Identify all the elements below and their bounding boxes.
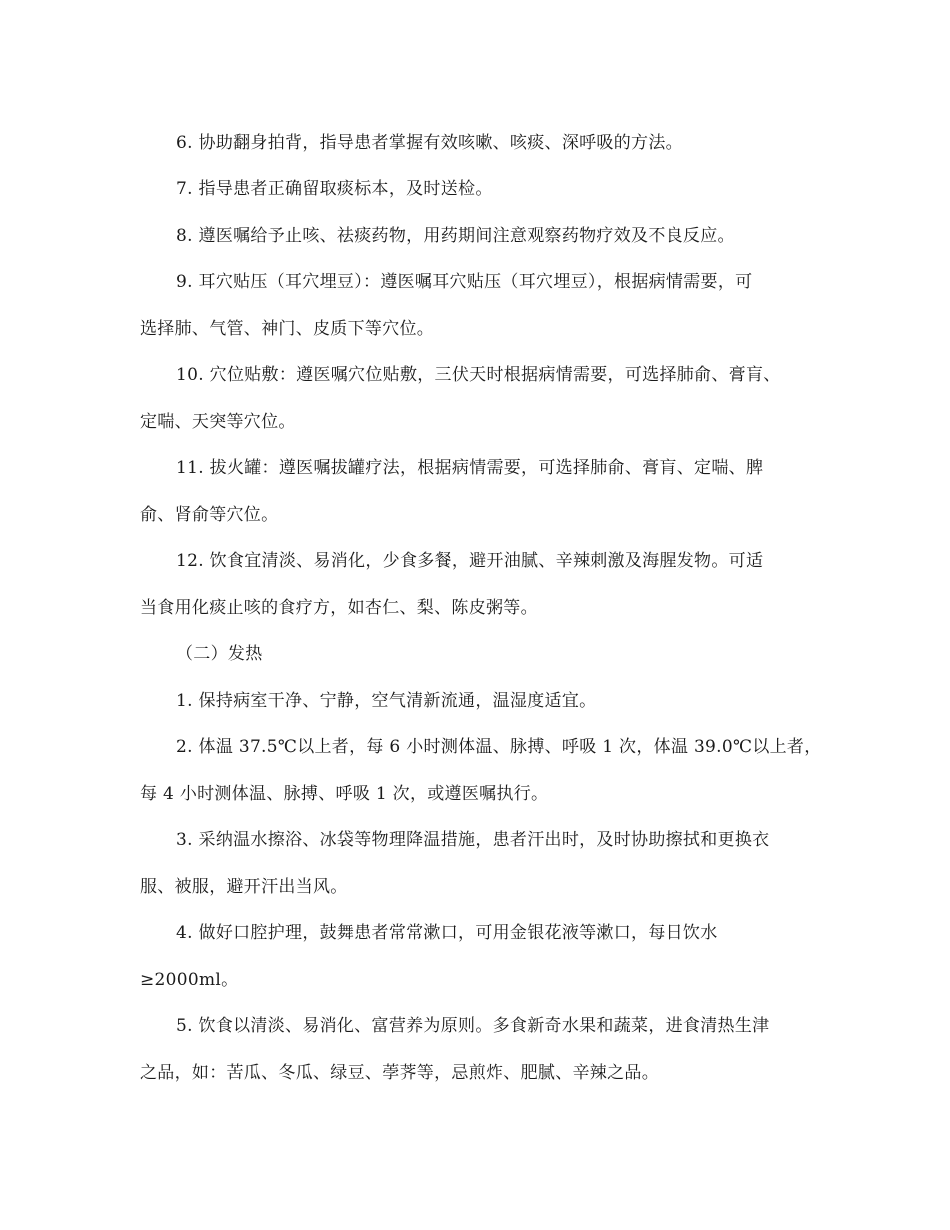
text-line: 3. 采纳温水擦浴、冰袋等物理降温措施，患者汗出时，及时协助擦拭和更换衣 bbox=[176, 830, 770, 850]
text-line: ≥2000ml。 bbox=[140, 970, 239, 990]
text-line: 1. 保持病室干净、宁静，空气清新流通，温湿度适宜。 bbox=[176, 691, 597, 711]
text-line: 11. 拔火罐：遵医嘱拔罐疗法，根据病情需要，可选择肺俞、膏肓、定喘、脾 bbox=[176, 458, 764, 478]
text-line: 8. 遵医嘱给予止咳、祛痰药物，用药期间注意观察药物疗效及不良反应。 bbox=[176, 226, 735, 246]
text-line: 定喘、天突等穴位。 bbox=[140, 412, 296, 432]
text-line: 之品，如：苦瓜、冬瓜、绿豆、荸荠等，忌煎炸、肥腻、辛辣之品。 bbox=[140, 1063, 659, 1083]
text-line: 俞、肾俞等穴位。 bbox=[140, 505, 279, 525]
text-line: 10. 穴位贴敷：遵医嘱穴位贴敷，三伏天时根据病情需要，可选择肺俞、膏肓、 bbox=[176, 365, 781, 385]
text-line: 每 4 小时测体温、脉搏、呼吸 1 次，或遵医嘱执行。 bbox=[140, 784, 549, 804]
text-line: 4. 做好口腔护理，鼓舞患者常常漱口，可用金银花液等漱口，每日饮水 bbox=[176, 923, 718, 943]
text-line: 9. 耳穴贴压（耳穴埋豆）：遵医嘱耳穴贴压（耳穴埋豆），根据病情需要，可 bbox=[176, 272, 753, 292]
text-line: 7. 指导患者正确留取痰标本，及时送检。 bbox=[176, 179, 493, 199]
text-line: 服、被服，避开汗出当风。 bbox=[140, 877, 348, 897]
section-heading: （二）发热 bbox=[176, 644, 263, 664]
text-line: 6. 协助翻身拍背，指导患者掌握有效咳嗽、咳痰、深呼吸的方法。 bbox=[176, 133, 683, 153]
text-line: 12. 饮食宜清淡、易消化，少食多餐，避开油腻、辛辣刺激及海腥发物。可适 bbox=[176, 551, 764, 571]
text-line: 2. 体温 37.5℃以上者，每 6 小时测体温、脉搏、呼吸 1 次，体温 39.0℃以上者， bbox=[176, 737, 822, 757]
text-line: 选择肺、气管、神门、皮质下等穴位。 bbox=[140, 319, 435, 339]
text-line: 5. 饮食以清淡、易消化、富营养为原则。多食新奇水果和蔬菜，进食清热生津 bbox=[176, 1016, 770, 1036]
text-line: 当食用化痰止咳的食疗方，如杏仁、梨、陈皮粥等。 bbox=[140, 598, 538, 618]
